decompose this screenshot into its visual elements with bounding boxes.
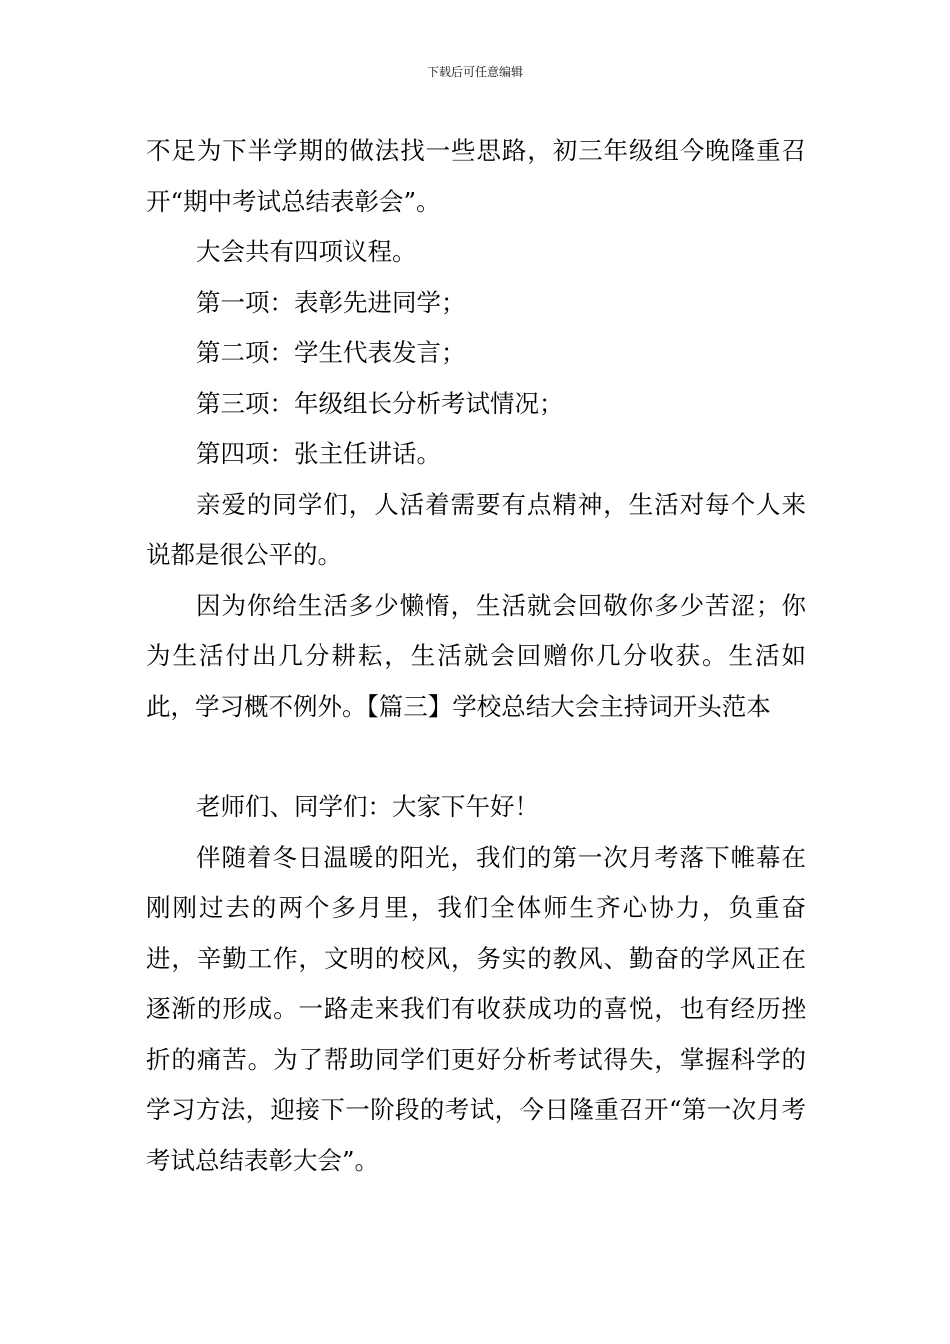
agenda-item-1: 第一项：表彰先进同学； (196, 287, 466, 317)
agenda-item-2: 第二项：学生代表发言； (196, 338, 466, 367)
blank-line (146, 732, 806, 782)
paragraph-8: 因为你给生活多少懒惰，生活就会回敬你多少苦涩；你为生活付出几分耕耘，生活就会回赠你几分收获。生活如此，学习概不例外。【篇三】学校总结大会主持词开头范本 (146, 590, 806, 721)
greeting-paragraph: 老师们、同学们：大家下午好！ (196, 792, 539, 821)
document-body (146, 126, 806, 1186)
paragraph-2: 大会共有四项议程。 (196, 237, 417, 266)
paragraph-1: 不足为下半学期的做法找一些思路，初三年级组今晚隆重召开“期中考试总结表彰会”。 (146, 136, 806, 216)
agenda-item-3: 第三项：年级组长分析考试情况； (196, 388, 564, 418)
agenda-item-4: 第四项：张主任讲话。 (196, 439, 441, 468)
paragraph-11: 伴随着冬日温暖的阳光，我们的第一次月考落下帷幕在刚刚过去的两个多月里，我们全体师生齐心协力，负重奋进，辛勤工作，文明的校风，务实的教风、勤奋的学风正在逐渐的形成。一路走来我们有收获成功的喜悦，也有经历挫折的痛苦。为了帮助同学们更好分析考试得失，掌握科学的学习方法，迎接下一阶段的考试，今日隆重召开“第一次月考考试总结表彰大会”。 (146, 842, 806, 1175)
paragraph-7: 亲爱的同学们，人活着需要有点精神，生活对每个人来说都是很公平的。 (146, 489, 806, 569)
page-header-note: 下载后可任意编辑 (426, 65, 523, 79)
